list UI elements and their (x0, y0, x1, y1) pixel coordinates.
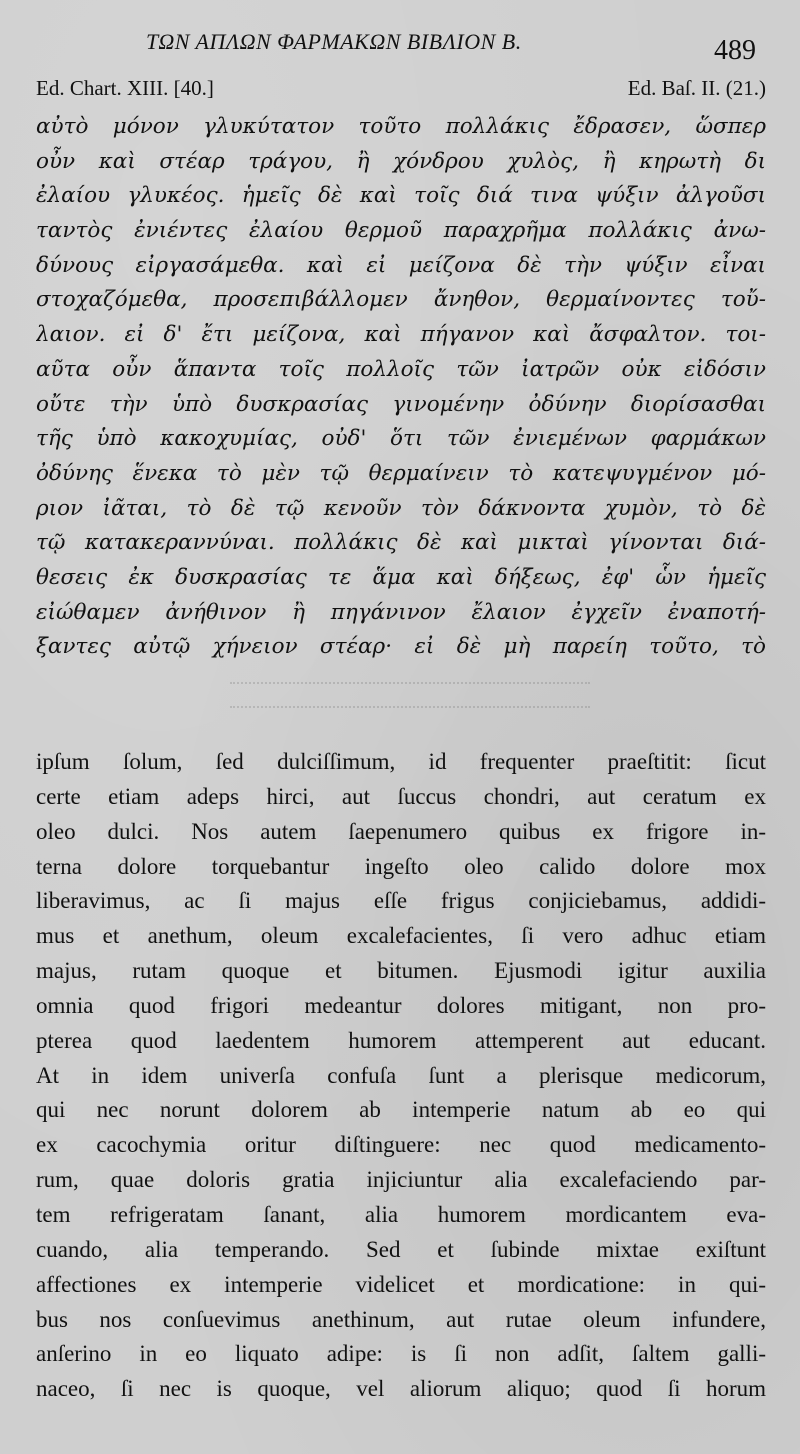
latin-line: qui nec norunt dolorem ab intemperie natum ab eo qui (36, 1097, 766, 1123)
edition-reference-right: Ed. Baſ. II. (21.) (627, 76, 766, 100)
latin-line: liberavimus, ac ſi majus eſſe frigus conjiciebamus, addidi- (36, 888, 766, 914)
greek-line: στοχαζόμεθα, προσεπιβάλλομεν ἄνηθον, θερμαίνοντες τοὔ- (36, 287, 766, 313)
greek-line: ὀδύνης ἕνεκα τὸ μὲν τῷ θερμαίνειν τὸ κατεψυγμένον μό- (36, 460, 766, 486)
latin-line: omnia quod frigori medeantur dolores mitigant, non pro- (36, 992, 766, 1018)
latin-line: anſerino in eo liquato adipe: is ſi non adſit, ſaltem galli- (36, 1341, 766, 1367)
greek-line: αὐτὸ μόνον γλυκύτατον τοῦτο πολλάκις ἔδρασεν, ὥσπερ (36, 114, 766, 139)
latin-line: certe etiam adeps hirci, aut ſuccus chondri, aut ceratum ex (36, 783, 766, 809)
greek-line: ξαντες αὐτῷ χήνειον στέαρ· εἰ δὲ μὴ παρείη τοῦτο, τὸ (36, 634, 766, 660)
greek-line: τῆς ὑπὸ κακοχυμίας, οὐδ' ὅτι τῶν ἐνιεμένων φαρμάκων (36, 426, 766, 452)
greek-line: ριον ἰᾶται, τὸ δὲ τῷ κενοῦν τὸν δάκνοντα χυμὸν, τὸ δὲ (36, 495, 766, 521)
latin-line: majus, rutam quoque et bitumen. Ejusmodi igitur auxilia (36, 958, 766, 984)
greek-line: οὔτε τὴν ὑπὸ δυσκρασίας γινομένην ὀδύνην διορίσασθαι (36, 391, 766, 417)
latin-line: ipſum ſolum, ſed dulciſſimum, id frequenter praeſtitit: ſicut (36, 749, 766, 774)
greek-line: λαιον. εἰ δ' ἔτι μείζονα, καὶ πήγανον καὶ ἄσφαλτον. τοι- (36, 322, 766, 348)
edition-reference-left: Ed. Chart. XIII. [40.] (36, 76, 214, 100)
greek-text-block (36, 110, 766, 665)
latin-line: affectiones ex intemperie videlicet et mordicatione: in qui- (36, 1271, 766, 1297)
latin-line: tem refrigeratam ſanant, alia humorem mordicantem eva- (36, 1201, 766, 1227)
latin-line: cuando, alia temperando. Sed et ſubinde mixtae exiſtunt (36, 1236, 766, 1262)
latin-line: At in idem univerſa confuſa ſunt a plerisque medicorum, (36, 1062, 766, 1088)
greek-line: δύνους εἰργασάμεθα. καὶ εἰ μείζονα δὲ τὴν ψύξιν εἶναι (36, 252, 766, 278)
greek-line: ἐλαίου γλυκέος. ἡμεῖς δὲ καὶ τοῖς διά τινα ψύξιν ἀλγοῦσι (36, 183, 766, 209)
running-title: ΤΩΝ ΑΠΛΩΝ ΦΑΡΜΑΚΩΝ ΒΙΒΛΙΟΝ Β. (146, 29, 522, 54)
latin-line: pterea quod laedentem humorem attemperent aut educant. (36, 1027, 766, 1053)
greek-line: ταντὸς ἐνιέντες ἐλαίου θερμοῦ παραχρῆμα πολλάκις ἀνω- (36, 218, 766, 244)
latin-text-block (36, 745, 766, 1407)
latin-line: naceo, ſi nec is quoque, vel aliorum aliquo; quod ſi horum (36, 1376, 766, 1402)
latin-line: mus et anethum, oleum excalefacientes, ſi vero adhuc etiam (36, 923, 766, 949)
page-number: 489 (714, 35, 756, 66)
greek-line: αῦτα οὖν ἅπαντα τοῖς πολλοῖς τῶν ἰατρῶν οὐκ εἰδόσιν (36, 356, 766, 382)
latin-line: terna dolore torquebantur ingeſto oleo calido dolore mox (36, 853, 766, 879)
greek-line: τῷ κατακεραννύναι. πολλάκις δὲ καὶ μικταὶ γίνονται διά- (36, 530, 766, 556)
latin-line: oleo dulci. Nos autem ſaepenumero quibus ex frigore in- (36, 818, 766, 844)
greek-line: οὖν καὶ στέαρ τράγου, ἢ χόνδρου χυλὸς, ἢ κηρωτὴ δι (36, 148, 766, 174)
greek-line: εἰώθαμεν ἀνήθινον ἢ πηγάνινον ἔλαιον ἐγχεῖν ἐναποτή- (36, 599, 766, 625)
latin-line: bus nos conſuevimus anethinum, aut rutae oleum infundere, (36, 1306, 766, 1332)
latin-line: rum, quae doloris gratia injiciuntur alia excalefaciendo par- (36, 1167, 766, 1193)
latin-line: ex cacochymia oritur diſtinguere: nec quod medicamento- (36, 1132, 766, 1158)
show-through-artifact (230, 668, 590, 728)
greek-line: θεσεις ἐκ δυσκρασίας τε ἅμα καὶ δήξεως, ἐφ' ὧν ἡμεῖς (36, 564, 766, 590)
